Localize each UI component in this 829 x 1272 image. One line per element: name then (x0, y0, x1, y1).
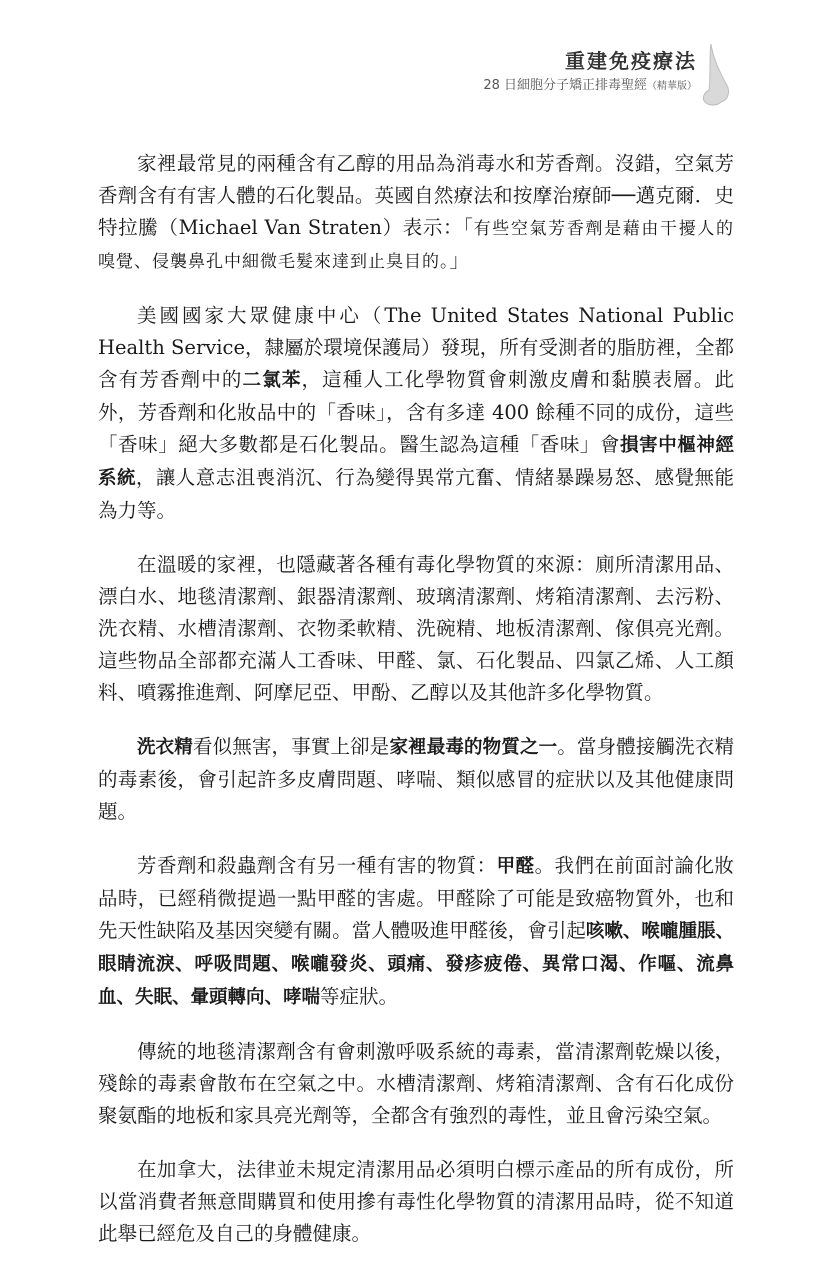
bold-term: 洗衣精 (137, 737, 193, 758)
text-segment: 看似無害，事實上卻是 (192, 735, 390, 758)
text-segment: 在溫暖的家裡，也隱藏著各種有毒化學物質的來源：廁所清潔用品、漂白水、地毯清潔劑、銀器清潔劑、玻璃清潔劑、烤箱清潔劑、去污粉、洗衣精、水槽清潔劑、衣物柔軟精、洗碗精、地板清潔劑、傢俱亮光劑。這些物品全部都充滿人工香味、甲醛、氯、石化製品、四氯乙烯、人工顏料、噴霧推進劑、阿摩尼亞、甲酚、乙醇以及其他許多化學物質。 (98, 553, 734, 704)
nose-icon (701, 44, 731, 108)
bold-term: 咳嗽、喉嚨腫脹、眼睛流淚、呼吸問題、喉嚨發炎、頭痛、發疹疲倦、異常口渴、作嘔、流鼻血、失眠、暈頭轉向、哮喘 (98, 921, 734, 1008)
text-segment: 。我們在前面討論化妝品時，已經稍微提過一點甲醛的害處。甲醛除了可能是致癌物質外，也和先天性缺陷及基因突變有關。當人體吸進甲醛後，會引起 (98, 854, 734, 942)
bold-term: 損害中樞神經系統 (98, 435, 734, 489)
text-segment: 等症狀。 (320, 985, 399, 1008)
paragraph (98, 549, 734, 709)
book-subtitle-text: 28 日細胞分子矯正排毒聖經 (483, 78, 647, 93)
bold-term: 家裡最毒的物質之一 (389, 737, 558, 758)
text-segment: ，這種人工化學物質會刺激皮膚和黏膜表層。此外，芳香劑和化妝品中的「香味」，含有多達 400 餘種不同的成份，這些「香味」絕大多數都是石化製品。醫生認為這種「香味」會 (98, 368, 734, 456)
text-segment: 在加拿大，法律並未規定清潔用品必須明白標示產品的所有成份，所以當消費者無意間購買和使用摻有毒性化學物質的清潔用品時，從不知道此舉已經危及自己的身體健康。 (98, 1158, 734, 1245)
text-segment: 芳香劑和殺蟲劑含有另一種有害的物質： (137, 854, 497, 877)
text-segment: 美國國家大眾健康中心（The United States National Public Health Service，隸屬於環境保護局）發現，所有受測者的脂肪裡，全都含有芳香劑中的 (98, 304, 734, 391)
paragraph (98, 1036, 734, 1132)
book-subtitle (483, 76, 697, 97)
text-segment: 家裡最常見的兩種含有乙醇的用品為消毒水和芳香劑。沒錯，空氣芳香劑含有有害人體的石化製品。英國自然療法和按摩治療師──邁克爾．史特拉騰（Michael Van Straten）表示：「 (98, 152, 734, 239)
running-header (483, 48, 697, 97)
paragraph (98, 731, 734, 828)
paragraph (98, 300, 734, 527)
book-subtitle-note: （精華版） (647, 81, 697, 92)
text-segment: ，讓人意志沮喪消沉、行為變得異常亢奮、情緒暴躁易怒、感覺無能為力等。 (98, 466, 734, 522)
quotation: 有些空氣芳香劑是藉由干擾人的嗅覺、侵襲鼻孔中細微毛髮來達到止臭目的。 (98, 219, 735, 272)
paragraph (98, 1154, 734, 1250)
bold-term: 二氯苯 (242, 370, 302, 391)
book-title: 重建免疫療法 (565, 49, 697, 73)
page-body (98, 148, 734, 1272)
text-segment: 」 (449, 249, 470, 272)
paragraph (98, 850, 734, 1014)
text-segment: 傳統的地毯清潔劑含有會刺激呼吸系統的毒素，當清潔劑乾燥以後，殘餘的毒素會散布在空氣之中。水槽清潔劑、烤箱清潔劑、含有石化成份聚氨酯的地板和家具亮光劑等，全都含有強烈的毒性，並且會污染空氣。 (98, 1040, 734, 1127)
bold-term: 甲醛 (496, 856, 535, 877)
text-segment: 。當身體接觸洗衣精的毒素後，會引起許多皮膚問題、哮喘、類似感冒的症狀以及其他健康問題。 (98, 735, 734, 823)
paragraph (98, 148, 734, 278)
